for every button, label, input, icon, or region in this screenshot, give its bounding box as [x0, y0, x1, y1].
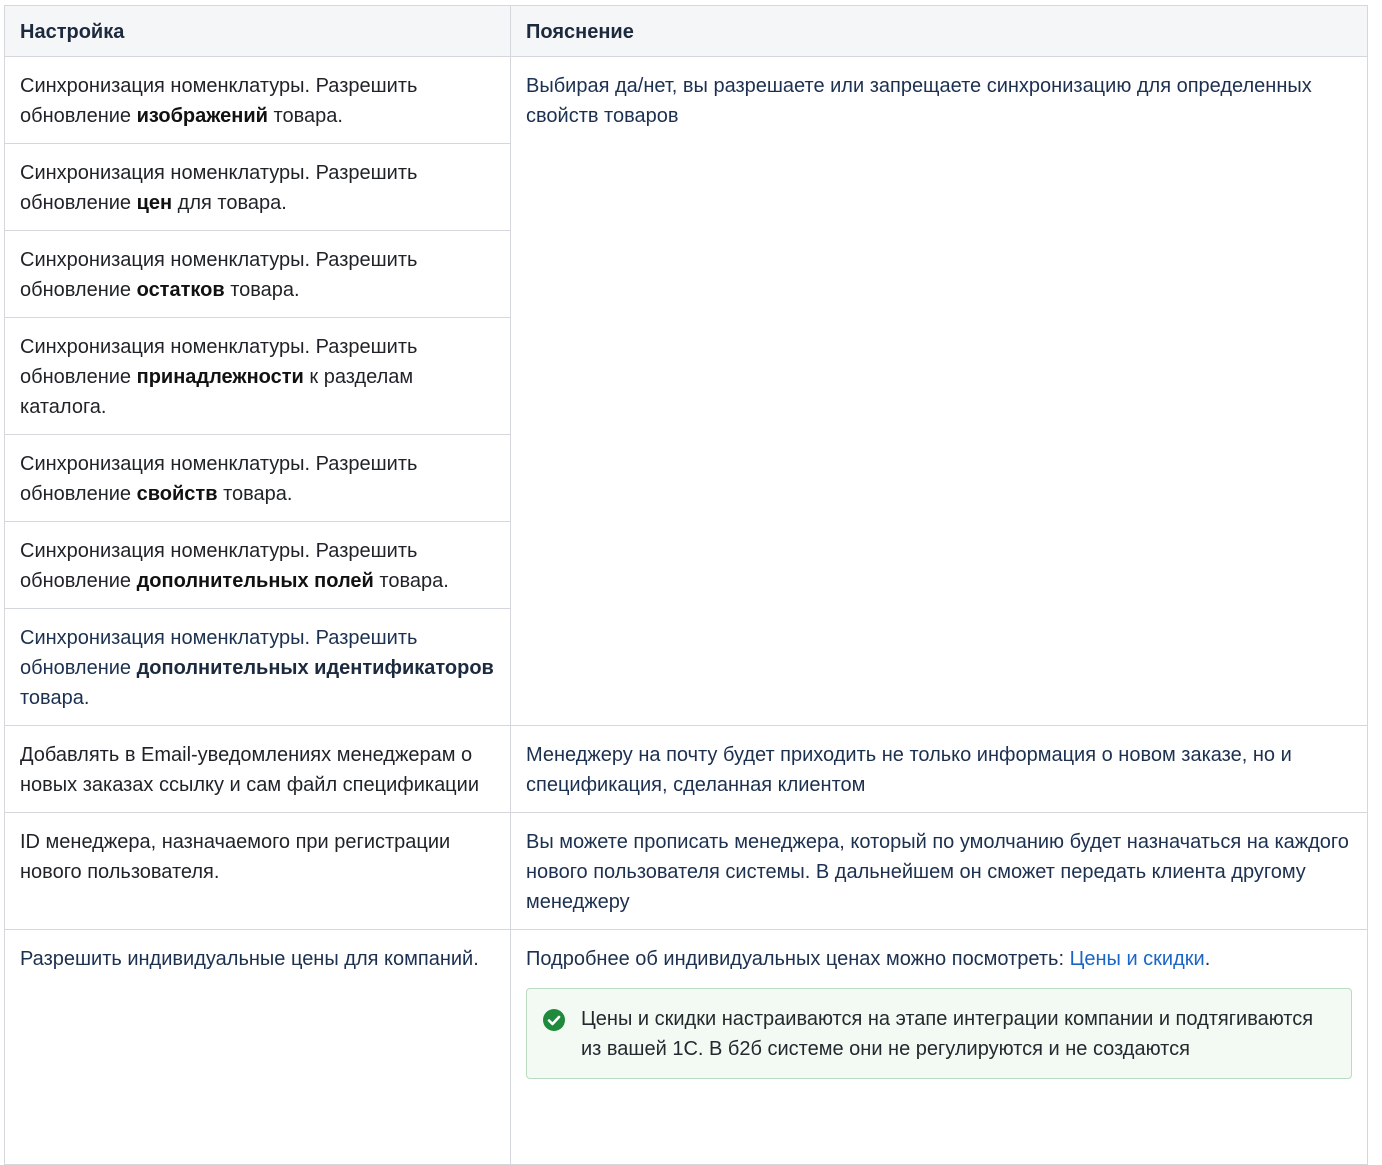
- email-explanation: Менеджеру на почту будет приходить не только информация о новом заказе, но и спецификация, сделанная клиентом: [526, 744, 1292, 796]
- setting-cell: [5, 522, 511, 609]
- table-header-row: [5, 6, 1368, 57]
- prices-link[interactable]: Цены и скидки: [1069, 948, 1205, 970]
- setting-cell: [5, 144, 511, 231]
- manager-setting-cell: [5, 813, 511, 930]
- settings-table: [4, 5, 1368, 1165]
- setting-prefix: Синхронизация номенклатуры. Разрешить обновление: [20, 75, 418, 127]
- manager-explanation: Вы можете прописать менеджера, который по умолчанию будет назначаться на каждого нового пользователя системы. В дальнейшем он сможет передать клиента другому менеджеру: [526, 831, 1349, 913]
- setting-suffix: товара.: [273, 105, 343, 127]
- prices-period: .: [1204, 948, 1211, 970]
- setting-suffix: товара.: [379, 570, 449, 592]
- setting-cell: [5, 609, 511, 726]
- sync-explanation-cell: [511, 57, 1368, 726]
- table-row: [5, 57, 1368, 144]
- table-row: [5, 813, 1368, 930]
- header-setting: Настройка: [5, 6, 511, 57]
- info-note: [526, 988, 1352, 1079]
- setting-cell: [5, 318, 511, 435]
- setting-suffix: товара.: [20, 687, 90, 709]
- email-setting-cell: [5, 726, 511, 813]
- manager-explanation-cell: [511, 813, 1368, 930]
- setting-prefix: Синхронизация номенклатуры. Разрешить обновление: [20, 540, 418, 592]
- setting-bold: изображений: [136, 105, 268, 127]
- setting-bold: цен: [136, 192, 173, 214]
- setting-cell: [5, 231, 511, 318]
- prices-explanation: Подробнее об индивидуальных ценах можно посмотреть:: [526, 948, 1064, 970]
- email-explanation-cell: [511, 726, 1368, 813]
- prices-setting: Разрешить индивидуальные цены для компаний.: [20, 948, 479, 970]
- table-row: [5, 726, 1368, 813]
- manager-setting: ID менеджера, назначаемого при регистрации нового пользователя.: [20, 831, 451, 883]
- email-setting: Добавлять в Email-уведомлениях менеджерам о новых заказах ссылку и сам файл спецификации: [20, 744, 479, 796]
- setting-cell: [5, 57, 511, 144]
- setting-suffix: товара.: [230, 279, 300, 301]
- setting-bold: дополнительных идентификаторов: [136, 657, 494, 679]
- setting-suffix: для товара.: [177, 192, 287, 214]
- setting-bold: остатков: [136, 279, 225, 301]
- setting-prefix: Синхронизация номенклатуры. Разрешить обновление: [20, 453, 418, 505]
- note-text: Цены и скидки настраиваются на этапе интеграции компании и подтягиваются из вашей 1С. В б2б системе они не регулируются и не создаются: [581, 1008, 1314, 1060]
- setting-prefix: Синхронизация номенклатуры. Разрешить обновление: [20, 627, 418, 679]
- setting-suffix: товара.: [223, 483, 293, 505]
- setting-bold: принадлежности: [136, 366, 304, 388]
- setting-prefix: Синхронизация номенклатуры. Разрешить обновление: [20, 249, 418, 301]
- table-row: [5, 930, 1368, 1165]
- prices-explanation-cell: [511, 930, 1368, 1165]
- setting-suffix: к разделам каталога.: [20, 366, 414, 418]
- setting-bold: свойств: [136, 483, 218, 505]
- setting-cell: [5, 435, 511, 522]
- setting-prefix: Синхронизация номенклатуры. Разрешить обновление: [20, 336, 418, 388]
- check-circle-icon: [543, 1009, 565, 1031]
- header-explanation: Пояснение: [511, 6, 1368, 57]
- setting-bold: дополнительных полей: [136, 570, 374, 592]
- sync-explanation: Выбирая да/нет, вы разрешаете или запрещаете синхронизацию для определенных свойств товаров: [526, 75, 1312, 127]
- prices-setting-cell: [5, 930, 511, 1165]
- setting-prefix: Синхронизация номенклатуры. Разрешить обновление: [20, 162, 418, 214]
